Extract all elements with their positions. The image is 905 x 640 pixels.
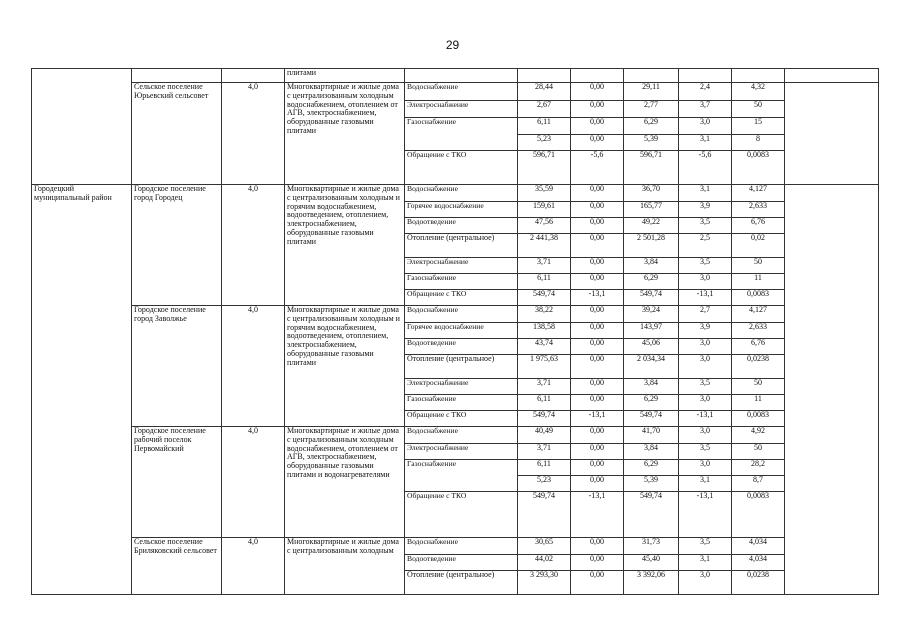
- value-cell: 4,127: [732, 185, 785, 202]
- value-cell: 47,56: [518, 218, 571, 234]
- resource-cell: Отопление (центральное): [405, 355, 518, 379]
- value-cell: 36,70: [624, 185, 679, 202]
- value-cell: 0,00: [571, 258, 624, 274]
- value-cell: 0,02: [732, 234, 785, 258]
- tariff-table: [31, 68, 879, 595]
- value-cell: 2 441,38: [518, 234, 571, 258]
- table-row: [32, 69, 879, 83]
- value-cell: 0,0083: [732, 492, 785, 538]
- value-cell: 3,0: [679, 339, 732, 355]
- value-cell: 3,5: [679, 379, 732, 395]
- value-cell: 6,76: [732, 339, 785, 355]
- resource-cell: Водоотведение: [405, 555, 518, 571]
- value-cell: -5,6: [679, 151, 732, 185]
- value-cell: 41,70: [624, 427, 679, 444]
- value-cell: 2,77: [624, 101, 679, 118]
- settlement-cell: Городское поселение город Заволжье: [132, 306, 222, 427]
- value-cell: 3 293,30: [518, 571, 571, 595]
- value-cell: 3,9: [679, 202, 732, 218]
- group-cell: Многоквартирные и жилые дома с централизованным холодным водоснабжением, отоплением от АГВ, электроснабжением, оборудованные газовыми плитами: [285, 83, 405, 185]
- value-cell: 28,2: [732, 460, 785, 476]
- value-cell: 0,00: [571, 460, 624, 476]
- value-cell: 0,00: [571, 118, 624, 135]
- value-cell: 2,67: [518, 101, 571, 118]
- value-cell: 138,58: [518, 323, 571, 339]
- value-cell: 6,11: [518, 460, 571, 476]
- resource-cell: Водоотведение: [405, 339, 518, 355]
- index-cell: 4,0: [222, 306, 285, 427]
- value-cell: -13,1: [571, 492, 624, 538]
- value-cell: 3,71: [518, 444, 571, 460]
- value-cell: 35,59: [518, 185, 571, 202]
- value-cell: 0,00: [571, 427, 624, 444]
- value-cell: 0,0083: [732, 290, 785, 306]
- empty-cell: [785, 185, 879, 595]
- value-cell: 43,74: [518, 339, 571, 355]
- value-cell: 2,633: [732, 202, 785, 218]
- value-cell: 0,0238: [732, 571, 785, 595]
- table-row: [32, 83, 879, 101]
- value-cell: 38,22: [518, 306, 571, 323]
- resource-cell: Горячее водоснабжение: [405, 202, 518, 218]
- value-cell: 6,11: [518, 395, 571, 411]
- group-cell: Многоквартирные и жилые дома с централизованным холодным: [285, 538, 405, 595]
- value-cell: 3,1: [679, 185, 732, 202]
- value-cell: 0,00: [571, 538, 624, 555]
- resource-cell: Электроснабжение: [405, 444, 518, 460]
- value-cell: 3,0: [679, 274, 732, 290]
- value-cell: 4,92: [732, 427, 785, 444]
- value-cell: 11: [732, 395, 785, 411]
- resource-cell: Обращение с ТКО: [405, 290, 518, 306]
- table-row: [32, 427, 879, 444]
- value-cell: 3,5: [679, 218, 732, 234]
- value-cell: 2 034,34: [624, 355, 679, 379]
- value-cell: 8,7: [732, 476, 785, 492]
- value-cell: -13,1: [679, 492, 732, 538]
- resource-cell: Электроснабжение: [405, 258, 518, 274]
- empty-cell: [785, 83, 879, 185]
- value-cell: 1 975,63: [518, 355, 571, 379]
- group-cell: плитами: [285, 69, 405, 83]
- value-cell: 3,84: [624, 444, 679, 460]
- value-cell: 39,24: [624, 306, 679, 323]
- value-cell: 4,127: [732, 306, 785, 323]
- district-cell: [32, 69, 132, 185]
- value-cell: 2,7: [679, 306, 732, 323]
- value-cell: 3,5: [679, 538, 732, 555]
- value-cell: 50: [732, 379, 785, 395]
- value-cell: 0,00: [571, 444, 624, 460]
- table-row: [32, 185, 879, 202]
- value-cell: 5,23: [518, 135, 571, 151]
- value-cell: 3,0: [679, 571, 732, 595]
- value-cell: 0,00: [571, 83, 624, 101]
- resource-cell: Электроснабжение: [405, 379, 518, 395]
- value-cell: 143,97: [624, 323, 679, 339]
- value-cell: 50: [732, 258, 785, 274]
- value-cell: 0,00: [571, 395, 624, 411]
- resource-cell: Обращение с ТКО: [405, 492, 518, 538]
- resource-cell: [405, 69, 518, 83]
- value-cell: 3,0: [679, 427, 732, 444]
- value-cell: 0,0238: [732, 355, 785, 379]
- resource-cell: Водоснабжение: [405, 306, 518, 323]
- value-cell: 0,00: [571, 476, 624, 492]
- value-cell: 596,71: [518, 151, 571, 185]
- value-cell: 549,74: [624, 411, 679, 427]
- resource-cell: Водоотведение: [405, 218, 518, 234]
- resource-cell: Обращение с ТКО: [405, 151, 518, 185]
- value-cell: 6,29: [624, 274, 679, 290]
- value-cell: 549,74: [518, 492, 571, 538]
- value-cell: 29,11: [624, 83, 679, 101]
- value-cell: 0,00: [571, 101, 624, 118]
- settlement-cell: Городское поселение рабочий поселок Первомайский: [132, 427, 222, 538]
- value-cell: 49,22: [624, 218, 679, 234]
- resource-cell: Газоснабжение: [405, 395, 518, 411]
- resource-cell: Обращение с ТКО: [405, 411, 518, 427]
- resource-cell: Водоснабжение: [405, 427, 518, 444]
- value-cell: 3,5: [679, 258, 732, 274]
- settlement-cell: Сельское поселение Юрьевский сельсовет: [132, 83, 222, 185]
- value-cell: 0,00: [571, 571, 624, 595]
- value-cell: -5,6: [571, 151, 624, 185]
- value-cell: 8: [732, 135, 785, 151]
- value-cell: -13,1: [679, 290, 732, 306]
- value-cell: 549,74: [624, 492, 679, 538]
- value-cell: 3,1: [679, 135, 732, 151]
- value-cell: 0,0083: [732, 411, 785, 427]
- table-row: [32, 306, 879, 323]
- group-cell: Многоквартирные и жилые дома с централизованным холодным и горячим водоснабжением, водоотведением, отоплением, электроснабжением, оборудованные газовыми плитами: [285, 306, 405, 427]
- resource-cell: Водоснабжение: [405, 185, 518, 202]
- value-cell: 596,71: [624, 151, 679, 185]
- value-cell: 0,00: [571, 355, 624, 379]
- value-cell: 0,00: [571, 379, 624, 395]
- value-cell: 0,00: [571, 135, 624, 151]
- value-cell: 45,06: [624, 339, 679, 355]
- settlement-cell: Городское поселение город Городец: [132, 185, 222, 306]
- value-cell: 3 392,06: [624, 571, 679, 595]
- group-cell: Многоквартирные и жилые дома с централизованным холодным и горячим водоснабжением, водоотведением, отоплением, электроснабжением, оборудованные газовыми плитами: [285, 185, 405, 306]
- settlement-cell: [132, 69, 222, 83]
- value-cell: 3,84: [624, 258, 679, 274]
- value-cell: 0,00: [571, 218, 624, 234]
- value-cell: 0,0083: [732, 151, 785, 185]
- index-cell: [222, 69, 285, 83]
- value-cell: 3,0: [679, 460, 732, 476]
- resource-cell: Электроснабжение: [405, 101, 518, 118]
- value-cell: 549,74: [518, 290, 571, 306]
- value-cell: 2 501,28: [624, 234, 679, 258]
- resource-cell: Водоснабжение: [405, 538, 518, 555]
- settlement-cell: Сельское поселение Бриляковский сельсовет: [132, 538, 222, 595]
- value-cell: 0,00: [571, 234, 624, 258]
- page-number: 29: [445, 38, 460, 52]
- value-cell: 549,74: [624, 290, 679, 306]
- value-cell: 3,1: [679, 555, 732, 571]
- value-cell: 3,71: [518, 379, 571, 395]
- value-cell: 6,11: [518, 118, 571, 135]
- value-cell: 31,73: [624, 538, 679, 555]
- value-cell: 0,00: [571, 339, 624, 355]
- value-cell: 3,71: [518, 258, 571, 274]
- resource-cell: Отопление (центральное): [405, 234, 518, 258]
- resource-cell: Горячее водоснабжение: [405, 323, 518, 339]
- value-cell: 3,0: [679, 118, 732, 135]
- index-cell: 4,0: [222, 83, 285, 185]
- district-cell: Городецкий муниципальный район: [32, 185, 132, 595]
- value-cell: 28,44: [518, 83, 571, 101]
- value-cell: 6,76: [732, 218, 785, 234]
- value-cell: 40,49: [518, 427, 571, 444]
- value-cell: 2,633: [732, 323, 785, 339]
- resource-cell: Газоснабжение: [405, 274, 518, 290]
- table-row: [32, 538, 879, 555]
- index-cell: 4,0: [222, 185, 285, 306]
- value-cell: 30,65: [518, 538, 571, 555]
- value-cell: 15: [732, 118, 785, 135]
- value-cell: 5,23: [518, 476, 571, 492]
- value-cell: 6,29: [624, 118, 679, 135]
- value-cell: 3,0: [679, 395, 732, 411]
- resource-cell: Газоснабжение: [405, 460, 518, 492]
- value-cell: 3,1: [679, 476, 732, 492]
- empty-cell: [785, 69, 879, 83]
- value-cell: 4,034: [732, 538, 785, 555]
- value-cell: 4,034: [732, 555, 785, 571]
- value-cell: 0,00: [571, 185, 624, 202]
- value-cell: 5,39: [624, 476, 679, 492]
- value-cell: -13,1: [571, 411, 624, 427]
- value-cell: 6,29: [624, 460, 679, 476]
- value-cell: -13,1: [571, 290, 624, 306]
- value-cell: 3,84: [624, 379, 679, 395]
- value-cell: 0,00: [571, 555, 624, 571]
- value-cell: 44,02: [518, 555, 571, 571]
- value-cell: 50: [732, 444, 785, 460]
- group-cell: Многоквартирные и жилые дома с централизованным холодным водоснабжением, отоплением от АГВ, электроснабжением, оборудованные газовыми плитами и водонагревателями: [285, 427, 405, 538]
- value-cell: 6,29: [624, 395, 679, 411]
- value-cell: 0,00: [571, 323, 624, 339]
- value-cell: 159,61: [518, 202, 571, 218]
- value-cell: 3,0: [679, 355, 732, 379]
- resource-cell: Водоснабжение: [405, 83, 518, 101]
- value-cell: 5,39: [624, 135, 679, 151]
- index-cell: 4,0: [222, 538, 285, 595]
- value-cell: 3,7: [679, 101, 732, 118]
- value-cell: 2,5: [679, 234, 732, 258]
- value-cell: 2,4: [679, 83, 732, 101]
- value-cell: 6,11: [518, 274, 571, 290]
- value-cell: 165,77: [624, 202, 679, 218]
- value-cell: 3,9: [679, 323, 732, 339]
- index-cell: 4,0: [222, 427, 285, 538]
- value-cell: 45,40: [624, 555, 679, 571]
- value-cell: 3,5: [679, 444, 732, 460]
- resource-cell: Отопление (центральное): [405, 571, 518, 595]
- resource-cell: Газоснабжение: [405, 118, 518, 151]
- value-cell: -13,1: [679, 411, 732, 427]
- value-cell: 0,00: [571, 274, 624, 290]
- value-cell: 0,00: [571, 202, 624, 218]
- value-cell: 11: [732, 274, 785, 290]
- value-cell: 549,74: [518, 411, 571, 427]
- value-cell: 0,00: [571, 306, 624, 323]
- value-cell: 4,32: [732, 83, 785, 101]
- value-cell: 50: [732, 101, 785, 118]
